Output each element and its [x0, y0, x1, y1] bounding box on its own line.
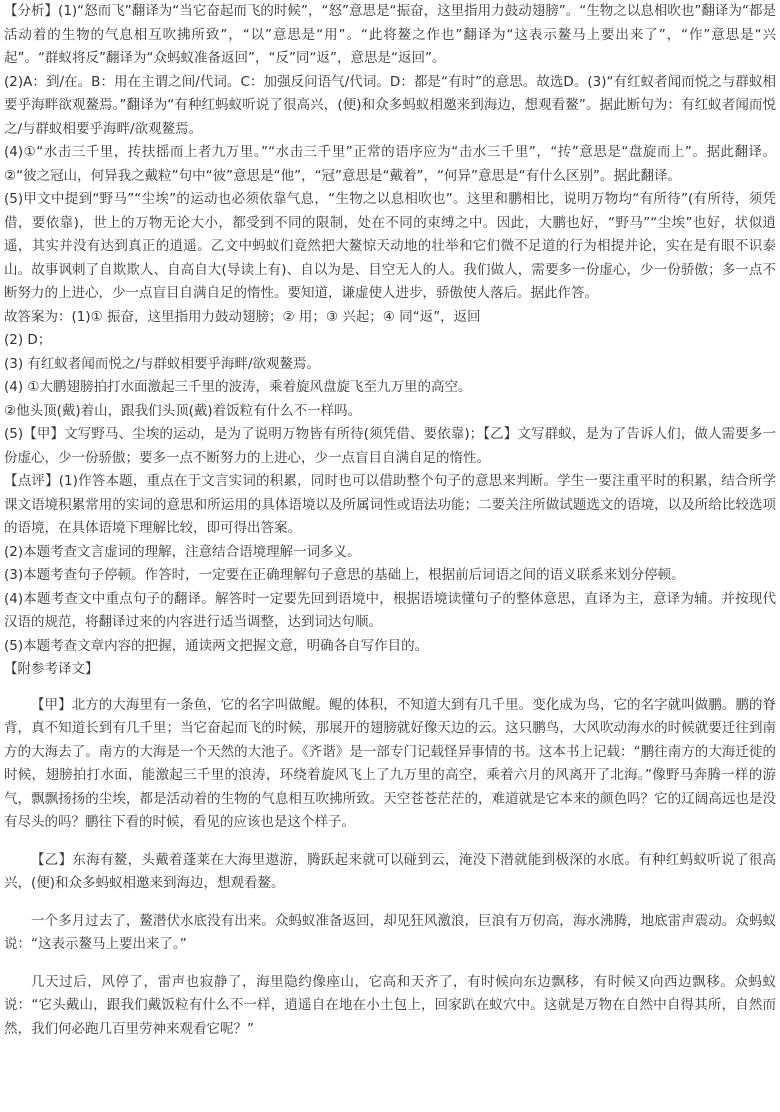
analysis-paragraph-2: (2)A：到/在。B：用在主谓之间/代词。C：加强反问语气/代词。D：都是“有时”的意思。故选D。(3)“有红蚁者闻而悦之与群蚁相要乎海畔欲观鳌焉。”翻译为“有种红蚂蚁听说了很高兴，(便)和众多蚂蚁相邀来到海边，想观看鳌”。据此断句为：有红蚁者闻而悦之/与群蚁相要乎海畔/欲观鳌焉。 — [4, 73, 776, 137]
comment-paragraph-4: (4)本题考查文中重点句子的翻译。解答时一定要先回到语境中，根据语境读懂句子的整体意思，直译为主，意译为辅。并按现代汉语的规范，将翻译过来的内容进行适当调整，达到词达句顺。 — [4, 590, 776, 630]
answer-line-2: (2) D； — [4, 332, 52, 348]
comment-paragraph-1: 【点评】(1)作答本题，重点在于文言实词的积累，同时也可以借助整个句子的意思来判断。学生一要注重平时的积累，结合所学课文语境积累常用的实词的意思和所运用的具体语境以及所属词性或语法功能；二要关注所做试题选文的语境，以及所给比较选项的语境，在具体语境下理解比较，即可得出答案。 — [4, 473, 776, 536]
answer-line-5: (5)【甲】文写野马、尘埃的运动，是为了说明万物皆有所待(须凭借、要依靠)；【乙】文写群蚁，是为了告诉人们，做人需要多一份虚心，少一份骄傲；要多一点不断努力的上进心，少一点盲目自满自足的惰性。 — [4, 426, 776, 466]
translation-yi-3: 几天过后，风停了，雷声也寂静了，海里隐约像座山，它高和天齐了，有时候向东边飘移，有时候又向西边飘移。众蚂蚁说：“它头戴山，跟我们戴饭粒有什么不一样，逍遥自在地在小土包上，回家趴在蚁穴中。这就是万物在自然中自得其所，自然而然，我们何必跑几百里劳神来观看它呢？” — [4, 973, 776, 1037]
spacer — [4, 896, 776, 910]
analysis-paragraph-1: 【分析】(1)“怒而飞”翻译为“当它奋起而飞的时候”，“怒”意思是“振奋，这里指用力鼓动翅膀”。“生物之以息相吹也”翻译为“都是活动着的生物的气息相互吹拂所致”，“以”意思是“用”。“此将鳌之作也”翻译为“这表示鳌马上要出来了”，“作”意思是“兴起”。“群蚁将反”翻译为“众蚂蚁准备返回”，“反”同“返”，意思是“返回”。 — [4, 3, 776, 66]
analysis-paragraph-4: (5)甲文中提到“野马”“尘埃”的运动也必须依靠气息，“生物之以息相吹也”。这里和鹏相比，说明万物均“有所待”(有所待，须凭借，要依靠)，世上的万物无论大小，都受到不同的限制，处在不同的束缚之中。因此，大鹏也好，“野马”“尘埃”也好，状似逍遥，其实并没有达到真正的逍遥。乙文中蚂蚁们竟然把大鳌惊天动地的壮举和它们微不足道的行为相提并论，实在是有眼不识泰山。故事讽刺了自欺欺人、自高自大(导读上有)、自以为是、目空无人的人。我们做人，需要多一份虚心，少一份骄傲；多一点不断努力的上进心，少一点盲目自满自足的惰性。要知道，谦虚使人进步，骄傲使人落后。据此作答。 — [4, 191, 776, 301]
spacer — [4, 682, 776, 694]
spacer — [4, 835, 776, 849]
answer-line-3: (3) 有红蚁者闻而悦之/与群蚁相要乎海畔/欲观鳌焉。 — [4, 355, 321, 372]
spacer — [4, 957, 776, 971]
comment-paragraph-3: (3)本题考查句子停顿。作答时，一定要在正确理解句子意思的基础上，根据前后词语之间的语义联系来划分停顿。 — [4, 567, 685, 583]
translation-yi: 【乙】东海有鳌，头戴着蓬莱在大海里遨游，腾跃起来就可以碰到云，淹没下潜就能到极深的水底。有种红蚂蚁听说了很高兴，(便)和众多蚂蚁相邀来到海边，想观看鳌。 — [4, 851, 776, 891]
analysis-paragraph-3: (4)①“水击三千里，抟扶摇而上者九万里。”“水击三千里”正常的语序应为“击水三千里”，“抟”意思是“盘旋而上”。据此翻译。②“彼之冠山，何异我之戴粒”句中“彼”意思是“他”，“冠”意思是“戴着”，“何异”意思是“有什么区别”。据此翻译。 — [4, 144, 776, 184]
translation-yi-2: 一个多月过去了，鳌潜伏水底没有出来。众蚂蚁准备返回，却见狂风激浪，巨浪有万仞高，海水沸腾，地底雷声震动。众蚂蚁说：“这表示鳌马上要出来了。” — [4, 912, 776, 952]
comment-paragraph-2: (2)本题考查文言虚词的理解，注意结合语境理解一词多义。 — [4, 543, 361, 560]
answer-line-1: 故答案为：(1)① 振奋，这里指用力鼓动翅膀；② 用；③ 兴起；④ 同“返”，返回 — [4, 308, 481, 325]
answer-line-4a: (4) ①大鹏翅膀拍打水面激起三千里的波涛，乘着旋风盘旋飞至九万里的高空。 — [4, 379, 472, 395]
translation-jia: 【甲】北方的大海里有一条鱼，它的名字叫做鲲。鲲的体积，不知道大到有几千里。变化成为鸟，它的名字就叫做鹏。鹏的脊背，真不知道长到有几千里；当它奋起而飞的时候，那展开的翅膀就好像天边的云。这只鹏鸟，大风吹动海水的时候就要迁往到南方的大海去了。南方的大海是一个天然的大池子。《齐谐》是一部专门记载怪异事情的书。这本书上记载：“鹏往南方的大海迁徙的时候，翅膀拍打水面，能激起三千里的浪涛，环绕着旋风飞上了九万里的高空，乘着六月的风离开了北海。”像野马奔腾一样的游气，飘飘扬扬的尘埃，都是活动着的生物的气息相互吹拂所致。天空苍苍茫茫的，难道就是它本来的颜色吗？它的辽阔高远也是没有尽头的吗？鹏往下看的时候，看见的应该也是这个样子。 — [4, 696, 776, 830]
comment-paragraph-5: (5)本题考查文章内容的把握，通读两文把握文意，明确各自写作目的。 — [4, 637, 429, 654]
translation-heading: 【附参考译文】 — [4, 661, 99, 677]
answer-line-4b: ②他头顶(戴)着山，跟我们头顶(戴)着饭粒有什么不一样吗。 — [4, 402, 362, 419]
